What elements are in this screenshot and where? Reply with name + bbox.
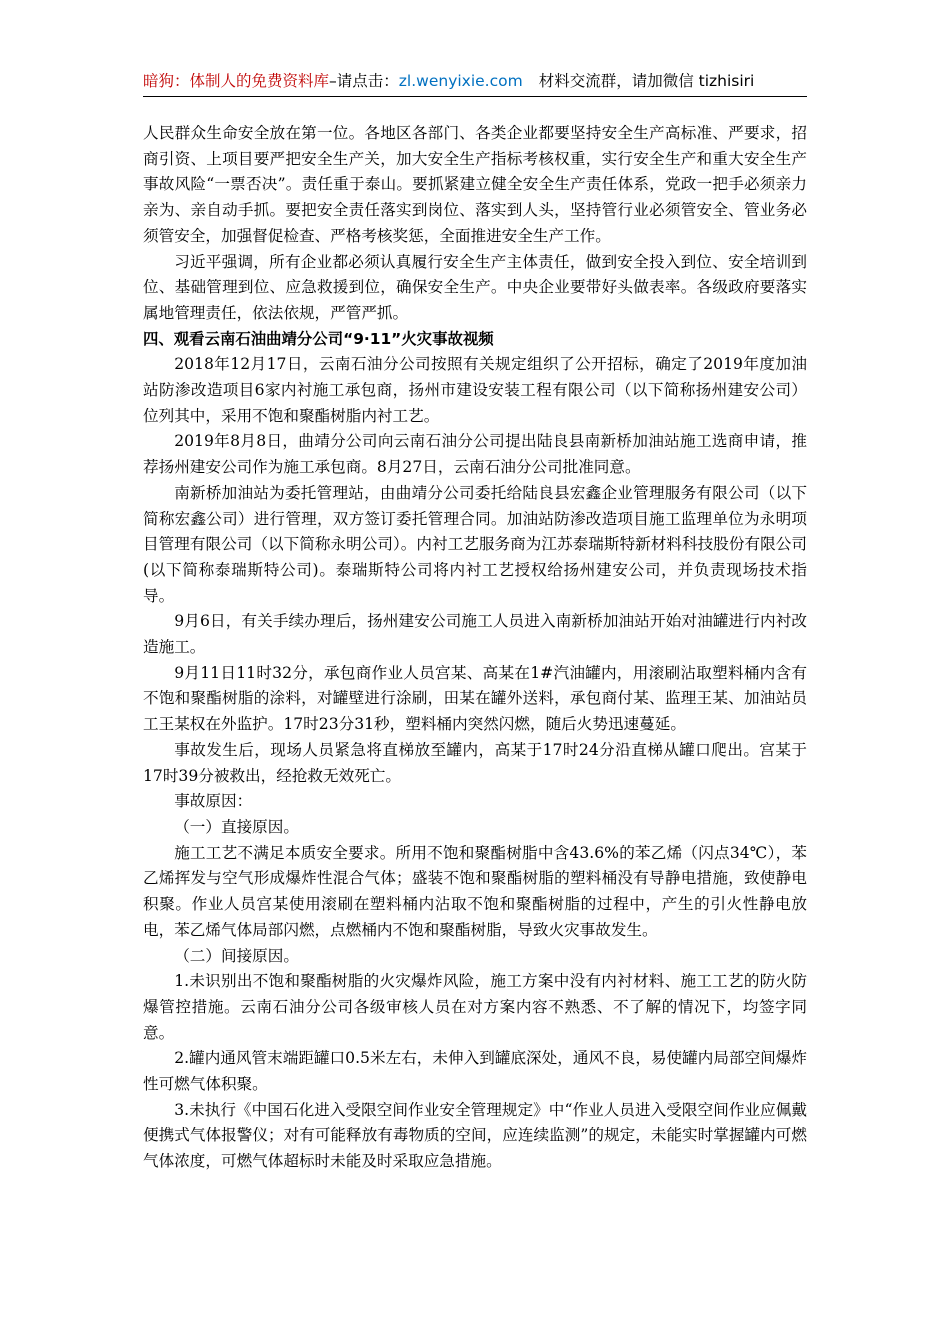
paragraph: 9月6日，有关手续办理后，扬州建安公司施工人员进入南新桥加油站开始对油罐进行内衬改造施工。 [143,612,807,657]
paragraph: 9月11日11时32分，承包商作业人员宫某、高某在1#汽油罐内，用滚刷沾取塑料桶内含有不饱和聚酯树脂的涂料，对罐壁进行涂刷，田某在罐外送料，承包商付某、监理王某、加油站员工王某权在外监护。17时23分31秒，塑料桶内突然闪燃，随后火势迅速蔓延。 [143,663,807,734]
paragraph: 施工工艺不满足本质安全要求。所用不饱和聚酯树脂中含43.6%的苯乙烯（闪点34℃），苯乙烯挥发与空气形成爆炸性混合气体；盛装不饱和聚酯树脂的塑料桶没有导静电措施，致使静电积聚。作业人员宫某使用滚刷在塑料桶内沾取不饱和聚酯树脂的过程中，产生的引火性静电放电，苯乙烯气体局部闪燃，点燃桶内不饱和聚酯树脂，导致火灾事故发生。 [143,843,807,939]
paragraph: 3.未执行《中国石化进入受限空间作业安全管理规定》中“作业人员进入受限空间作业应佩戴便携式气体报警仪；对有可能释放有毒物质的空间，应连续监测”的规定，未能实时掌握罐内可燃气体浓度，可燃气体超标时未能及时采取应急措施。 [143,1100,807,1171]
header-wechat-note: 材料交流群，请加微信 tizhisiri [538,72,755,90]
paragraph: 2018年12月17日，云南石油分公司按照有关规定组织了公开招标，确定了2019年度加油站防渗改造项目6家内衬施工承包商，扬州市建设安装工程有限公司（以下简称扬州建安公司）位列其中，采用不饱和聚酯树脂内衬工艺。 [143,355,807,425]
paragraph: 2019年8月8日，曲靖分公司向云南石油分公司提出陆良县南新桥加油站施工选商申请，推荐扬州建安公司作为施工承包商。8月27日，云南石油分公司批准同意。 [143,432,807,477]
paragraph: 人民群众生命安全放在第一位。各地区各部门、各类企业都要坚持安全生产高标准、严要求，招商引资、上项目要严把安全生产关，加大安全生产指标考核权重，实行安全生产和重大安全生产事故风险“一票否决”。责任重于泰山。要抓紧建立健全安全生产责任体系，党政一把手必须亲力亲为、亲自动手抓。要把安全责任落实到岗位、落实到人头，坚持管行业必须管安全、管业务必须管安全，加强督促检查、严格考核奖惩，全面推进安全生产工作。 [143,124,807,245]
header-brand: 暗狗：体制人的免费资料库 [143,72,330,90]
paragraph: 2.罐内通风管末端距罐口0.5米左右，未伸入到罐底深处，通风不良，易使罐内局部空间爆炸性可燃气体积聚。 [143,1049,807,1094]
paragraph: 南新桥加油站为委托管理站，由曲靖分公司委托给陆良县宏鑫企业管理服务有限公司（以下简称宏鑫公司）进行管理，双方签订委托管理合同。加油站防渗改造项目施工监理单位为永明项目管理有限公司（以下简称永明公司）。内衬工艺服务商为江苏泰瑞斯特新材料科技股份有限公司(以下简称泰瑞斯特公司)。泰瑞斯特公司将内衬工艺授权给扬州建安公司，并负责现场技术指导。 [143,483,807,605]
paragraph: 1.未识别出不饱和聚酯树脂的火灾爆炸风险，施工方案中没有内衬材料、施工工艺的防火防爆管控措施。云南石油分公司各级审核人员在对方案内容不熟悉、不了解的情况下，均签字同意。 [143,972,807,1042]
subheading: （二）间接原因。 [174,946,299,965]
section-heading: 四、观看云南石油曲靖分公司“9·11”火灾事故视频 [143,329,494,348]
document-body [143,121,807,1175]
page-header [143,66,807,97]
paragraph: 习近平强调，所有企业都必须认真履行安全生产主体责任，做到安全投入到位、安全培训到位、基础管理到位、应急救援到位，确保安全生产。中央企业要带好头做表率。各级政府要落实属地管理责任，依法依规，严管严抓。 [143,252,807,322]
header-click-prefix: –请点击： [329,72,399,90]
paragraph: 事故发生后，现场人员紧急将直梯放至罐内，高某于17时24分沿直梯从罐口爬出。宫某于17时39分被救出，经抢救无效死亡。 [143,740,807,785]
paragraph: 事故原因： [174,792,253,811]
subheading: （一）直接原因。 [174,817,299,836]
header-url-link[interactable]: zl.wenyixie.com [398,72,523,90]
